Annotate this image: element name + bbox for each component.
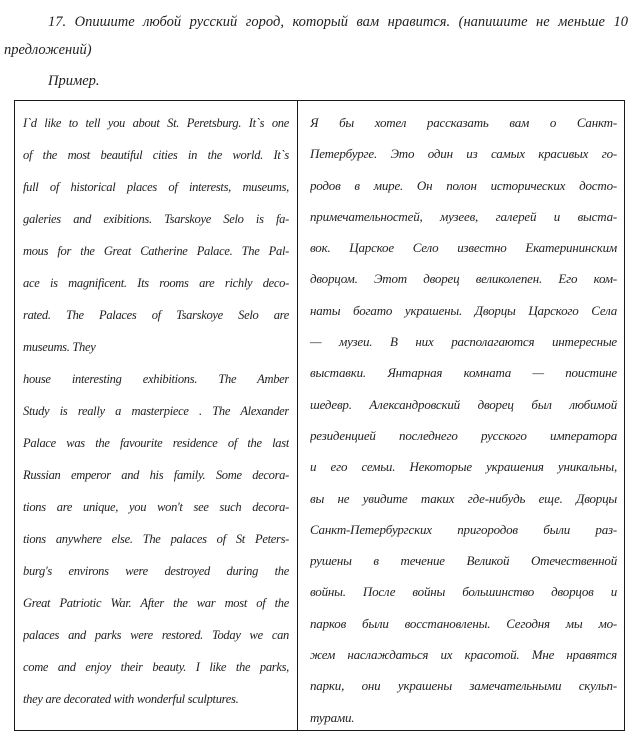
example-table: [14, 100, 625, 731]
text-line: house interesting exhibitions. The Amber: [23, 372, 289, 386]
example-label: Пример.: [48, 73, 100, 89]
text-line: родов в мире. Он полон исторических досто-: [310, 177, 617, 193]
text-line: burg's environs were destroyed during the: [23, 564, 289, 578]
english-text-cell: [15, 101, 298, 730]
text-line: tions are unique, you won't see such decora-: [23, 500, 289, 514]
text-line: rated. The Palaces of Tsarskoye Selo are: [23, 308, 289, 322]
text-line: I`d like to tell you about St. Peretsburg. It`s one: [23, 116, 289, 130]
text-line: come and enjoy their beauty. I like the parks,: [23, 660, 289, 674]
text-line: Санкт-Петербургских пригородов были раз-: [310, 521, 617, 537]
text-line: шедевр. Александровский дворец был любимой: [310, 396, 617, 412]
text-line: Palace was the favourite residence of the last: [23, 436, 289, 450]
text-line: tions anywhere else. The palaces of St Peters-: [23, 532, 289, 546]
text-line: full of historical places of interests, museums,: [23, 180, 289, 194]
text-line: of the most beautiful cities in the world. It`s: [23, 148, 289, 162]
task-instruction-line-2: предложений): [4, 42, 92, 58]
text-line: резиденцией последнего русского императора: [310, 427, 617, 443]
text-line: Great Patriotic War. After the war most of the: [23, 596, 289, 610]
text-line: турами.: [310, 709, 355, 725]
text-line: museums. They: [23, 340, 96, 354]
task-instruction: [4, 8, 628, 64]
text-line: и его семьи. Некоторые украшения уникальны,: [310, 459, 617, 475]
text-line: Study is really a masterpiece . The Alexander: [23, 404, 289, 418]
text-line: жем наслаждаться их красотой. Мне нравятся: [310, 647, 617, 663]
text-line: Петербурге. Это один из самых красивых го-: [310, 146, 617, 162]
text-line: парки, они украшены замечательными скульп-: [310, 678, 617, 694]
text-line: Russian emperor and his family. Some decora-: [23, 468, 289, 482]
text-line: примечательностей, музеев, галерей и выста-: [310, 208, 617, 224]
text-line: дворцом. Этот дворец великолепен. Его ком-: [310, 271, 617, 287]
text-line: palaces and parks were restored. Today we can: [23, 628, 289, 642]
russian-text-cell: [298, 101, 624, 730]
text-line: they are decorated with wonderful sculptures.: [23, 692, 239, 706]
task-instruction-line-1: 17. Опишите любой русский город, который вам нравится. (напишите не меньше 10: [48, 14, 628, 30]
text-line: ace is magnificent. Its rooms are richly deco-: [23, 276, 289, 290]
text-line: парков были восстановлены. Сегодня мы мо-: [310, 615, 617, 631]
text-line: — музеи. В них располагаются интересные: [310, 334, 617, 350]
text-line: наты богато украшены. Дворцы Царского Села: [310, 302, 617, 318]
text-line: войны. После войны большинство дворцов и: [310, 584, 617, 600]
text-line: mous for the Great Catherine Palace. The Pal-: [23, 244, 289, 258]
text-line: вок. Царское Село известно Екатерининским: [310, 240, 617, 256]
text-line: выставки. Янтарная комната — поистине: [310, 365, 617, 381]
text-line: рушены в течение Великой Отечественной: [310, 553, 617, 569]
text-line: вы не увидите таких где-нибудь еще. Дворцы: [310, 490, 617, 506]
text-line: galeries and exibitions. Tsarskoye Selo is fa-: [23, 212, 289, 226]
text-line: Я бы хотел рассказать вам о Санкт-: [310, 115, 617, 130]
